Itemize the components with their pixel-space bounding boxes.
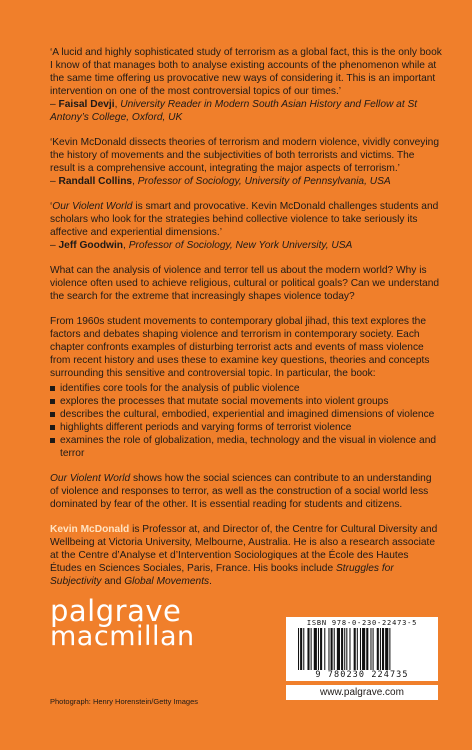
quote-author: Randall Collins <box>58 176 133 187</box>
summary-paragraph: Our Violent World shows how the social sciences can contribute to an understanding of violence and responses to terror, as well as the construction of a social world less dominated by fear of the other. It is essential reading for students and citizens. <box>50 473 432 510</box>
barcode-bar <box>314 628 317 670</box>
barcode-bar <box>382 628 384 670</box>
barcode-bar <box>389 628 390 670</box>
quote-author-role: Professor of Sociology, University of Pennsylvania, USA <box>137 176 391 187</box>
barcode-bar <box>318 628 319 670</box>
list-item: explores the processes that mutate social movements into violent groups <box>50 395 442 408</box>
publisher-website: www.palgrave.com <box>286 685 438 700</box>
barcode-bar <box>298 628 299 670</box>
barcode-bar <box>357 628 358 670</box>
review-quote-goodwin: ‘Our Violent World is smart and provocative. Kevin McDonald challenges students and scholars who look for the strategies behind collective violence to take seriously its affective and experiential dimensions.’ – Jeff Goodwin, Professor of Sociology, New York University, USA <box>50 201 439 251</box>
barcode-bar <box>362 628 365 670</box>
summary-book-title: Our Violent World <box>50 473 131 484</box>
isbn-number: ISBN 978-0-230-22473-5 <box>306 619 418 627</box>
isbn-barcode <box>286 617 438 681</box>
barcode-bar <box>334 628 335 670</box>
barcode-bar <box>300 628 302 670</box>
bullet-square-icon <box>50 412 55 417</box>
barcode-bars <box>298 628 426 670</box>
quote-author: Jeff Goodwin <box>58 240 124 251</box>
barcode-bar <box>373 628 374 670</box>
back-cover-text <box>50 46 442 600</box>
barcode-bar <box>311 628 312 670</box>
bullet-square-icon <box>50 399 55 404</box>
bullet-square-icon <box>50 386 55 391</box>
author-bio: Kevin McDonald is Professor at, and Director of, the Centre for Cultural Diversity and Wellbeing at Victoria University, Melbourne, Australia. He is also a research associate at the Centre d’Analyse et d’Intervention Sociologiques at the École des Hautes Études en Sciences Sociales, Paris, France. His books include Struggles for Subjectivity and Global Movements. <box>50 524 438 587</box>
barcode-bar <box>385 628 388 670</box>
barcode-bar <box>341 628 343 670</box>
barcode-bar <box>331 628 333 670</box>
barcode-bar <box>344 628 345 670</box>
review-quote-devji: ‘A lucid and highly sophisticated study of terrorism as a global fact, this is the only book I know of that manages both to analyse existing accounts of the phenomenon while at the same time offering us provocative new ways of considering it. This is an important intervention on one of the most controversial topics of our times.’ – Faisal Devji, University Reader in Modern South Asian History and Fellow at St Antony’s College, Oxford, UK <box>50 47 442 123</box>
barcode-bar <box>366 628 368 670</box>
publisher-logo <box>50 594 195 652</box>
barcode-bar <box>354 628 356 670</box>
intro-paragraph: What can the analysis of violence and terror tell us about the modern world? Why is violence often used to achieve religious, cultural or political goals? Can we understand the search for the extreme that increasingly shapes violence today? <box>50 265 440 302</box>
barcode-bar <box>337 628 340 670</box>
author-book-title: Global Movements <box>124 576 210 587</box>
list-item: describes the cultural, embodied, experiential and imagined dimensions of violence <box>50 408 442 421</box>
quote-book-title: Our Violent World <box>52 201 133 212</box>
quote-author-role: University Reader in Modern South Asian History and Fellow at St Antony’s College, Oxford, UK <box>50 99 418 123</box>
list-item: examines the role of globalization, media, technology and the visual in violence and terror <box>50 434 442 460</box>
barcode-bar <box>349 628 350 670</box>
barcode-bar <box>328 628 329 670</box>
publisher-logo-line2: macmillan <box>50 621 195 652</box>
feature-list <box>50 382 442 460</box>
bullet-square-icon <box>50 438 55 443</box>
barcode-bar <box>303 628 304 670</box>
barcode-digits: 9 780230 224735 <box>315 670 409 680</box>
author-book-title: Struggles for Subjectivity <box>50 563 394 587</box>
review-quote-collins: ‘Kevin McDonald dissects theories of terrorism and modern violence, vividly conveying the history of movements and the subjectivities of both terrorists and victims. The result is a comprehensive account, integrating the major aspects of terrorism.’ – Randall Collins, Professor of Sociology, University of Pennsylvania, USA <box>50 137 439 187</box>
barcode-bar <box>360 628 361 670</box>
author-name: Kevin McDonald <box>50 524 130 535</box>
barcode-bar <box>324 628 325 670</box>
photo-credit: Photograph: Henry Horenstein/Getty Images <box>50 697 198 706</box>
quote-text: is smart and provocative. Kevin McDonald challenges students and scholars who look for the strategies behind collective violence to take seriously its affective and experiential dimensions.’ <box>50 201 439 238</box>
barcode-bar <box>377 628 379 670</box>
list-item: highlights different periods and varying forms of terrorist violence <box>50 421 442 434</box>
barcode-bar <box>320 628 322 670</box>
publisher-logo-line1: palgrave <box>50 594 182 628</box>
bullet-square-icon <box>50 425 55 430</box>
barcode-bar <box>380 628 381 670</box>
quote-author: Faisal Devji <box>58 99 115 110</box>
quote-text: ‘Kevin McDonald dissects theories of terrorism and modern violence, vividly conveying the history of movements and the subjectivities of both terrorists and victims. The result is a comprehensive account, integrating the major aspects of terrorism.’ <box>50 137 439 174</box>
barcode-bar <box>307 628 309 670</box>
quote-author-role: Professor of Sociology, New York University, USA <box>128 240 353 251</box>
description-paragraph: From 1960s student movements to contemporary global jihad, this text explores the factors and debates shaping violence and terrorism in contemporary society. Each chapter confronts examples of disturbing terrorist acts and events of mass violence from recent history and uses these to examine key questions, theories and concepts surrounding this sensitive and controversial topic. In particular, the book: <box>50 316 430 379</box>
list-item: identifies core tools for the analysis of public violence <box>50 382 442 395</box>
quote-text: ‘A lucid and highly sophisticated study of terrorism as a global fact, this is the only book I know of that manages both to analyse existing accounts of the phenomenon while at the same time offering us provocative new ways of considering it. This is an important intervention on one of the most controversial topics of our times.’ <box>50 47 442 97</box>
barcode-bar <box>370 628 371 670</box>
barcode-bar <box>346 628 347 670</box>
